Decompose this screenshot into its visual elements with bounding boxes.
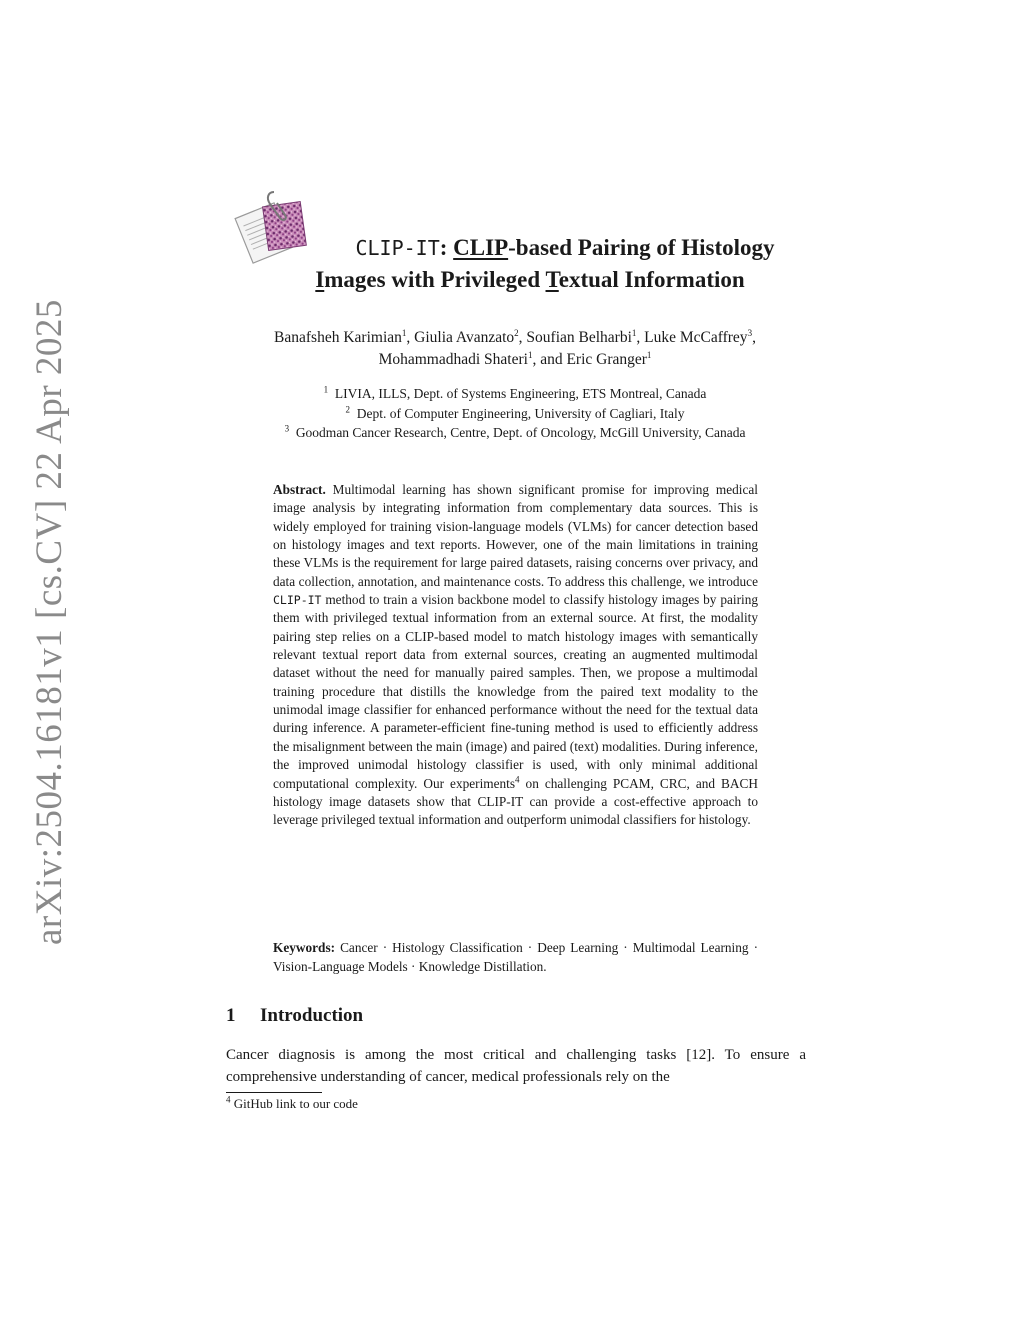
abstract-label: Abstract. xyxy=(273,482,326,497)
author-list: Banafsheh Karimian$^1$, Giulia Avanzato$^2$, Soufian Belharbi$^1$, Luke McCaffrey$^3$, Mohammadhadi Shateri$^1$, and Eric Granger$^1$ xyxy=(274,327,756,368)
section-title: Introduction xyxy=(260,1005,364,1026)
author: Soufian Belharbi xyxy=(526,329,632,346)
title-line-1: CLIP-IT: CLIP-based Pairing of Histology xyxy=(355,235,775,260)
author: Giulia Avanzato xyxy=(414,329,515,346)
affiliation: $^3$ Goodman Cancer Research, Centre, Dept. of Oncology, McGill University, Canada xyxy=(284,423,746,440)
footnote-marker[interactable]: 4 xyxy=(515,774,520,785)
paper-title xyxy=(228,232,832,295)
title-line-2: Images with Privileged Textual Information xyxy=(315,267,745,292)
introduction-paragraph: Cancer diagnosis is among the most critical and challenging tasks [12]. To ensure a comprehensive understanding of cancer, medical professionals rely on the xyxy=(226,1047,806,1085)
affiliation: $^1$ LIVIA, ILLS, Dept. of Systems Engineering, ETS Montreal, Canada xyxy=(323,384,707,401)
abstract: Abstract. Multimodal learning has shown significant promise for improving medical image analysis by integrating information from complementary data sources. This is widely employed for training vision-language models (VLMs) for cancer detection based on histology images and text reports. However, one of the main limitations in training these VLMs is the requirement for large paired datasets, raising concerns over privacy, and data collection, annotation, and maintenance costs. To address this challenge, we introduce CLIP-IT method to train a vision backbone model to classify histology images by pairing them with privileged textual information from an external source. At first, the modality pairing step relies on a CLIP-based model to match histology images with semantically relevant textual report data from external sources, creating an augmented multimodal dataset without the need for manually paired samples. Then, we propose a multimodal training procedure that distills the knowledge from the paired text modality to the unimodal image classifier for enhanced performance without the need for the textual data during inference. A parameter-efficient fine-tuning method is used to efficiently address the misalignment between the main (image) and paired (text) modalities. During inference, the improved unimodal histology classifier is used, with only minimal additional computational complexity. Our experiments$^4$ on challenging PCAM, CRC, and BACH histology image datasets show that CLIP-IT can provide a cost-effective approach to leverage privileged textual information and outperform unimodal classifiers for histology. xyxy=(273,482,758,828)
author: Eric Granger xyxy=(566,351,647,368)
section-number: 1 xyxy=(226,1005,236,1026)
keywords: Keywords: Cancer · Histology Classification · Deep Learning · Multimodal Learning · Vision-Language Models · Knowledge Distillation. xyxy=(273,940,758,974)
author: Banafsheh Karimian xyxy=(274,329,402,346)
title-method-name: CLIP-IT xyxy=(355,236,440,260)
footnote: $^4$ GitHub link to our code xyxy=(226,1094,358,1111)
keywords-label: Keywords: xyxy=(273,940,336,955)
section-heading-introduction xyxy=(226,1005,363,1027)
author: Mohammadhadi Shateri xyxy=(378,351,528,368)
github-link[interactable]: GitHub link to our code xyxy=(233,1096,358,1111)
method-code-name: CLIP-IT xyxy=(273,593,322,608)
arxiv-identifier-stamp[interactable]: arXiv:2504.16181v1 [cs.CV] 22 Apr 2025 xyxy=(29,299,70,945)
author: Luke McCaffrey xyxy=(644,329,748,346)
affiliation: $^2$ Dept. of Computer Engineering, University of Cagliari, Italy xyxy=(345,404,685,421)
affiliation-list xyxy=(210,384,820,443)
footnote-divider xyxy=(226,1092,322,1093)
